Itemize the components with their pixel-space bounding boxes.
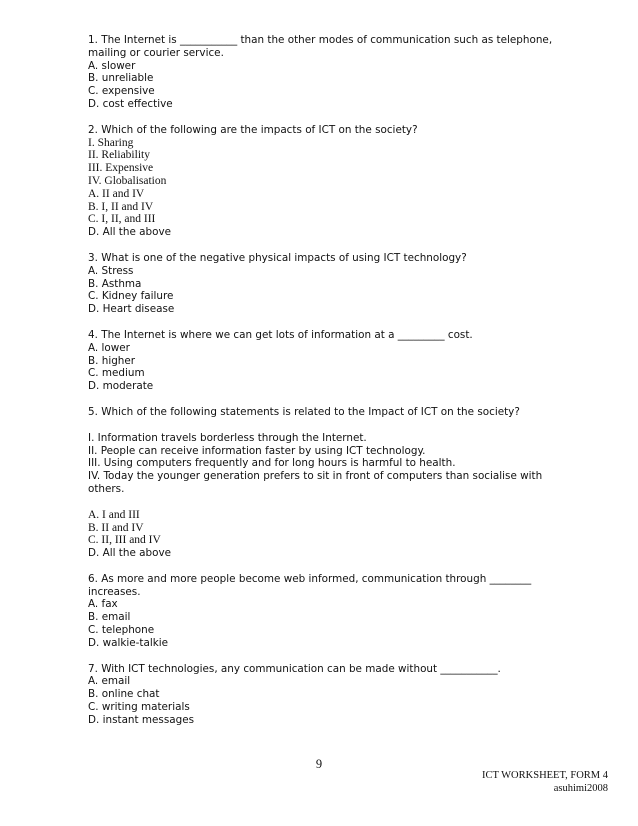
- question-stem: 4. The Internet is where we can get lots of information at a _________ cost.: [88, 328, 473, 341]
- question-4: [88, 329, 568, 393]
- option: B. email: [88, 611, 131, 624]
- question-1: [88, 34, 568, 111]
- statement: I. Information travels borderless through the Internet.: [88, 431, 367, 444]
- option: C. medium: [88, 367, 145, 380]
- option: C. I, II, and III: [88, 213, 156, 226]
- question-stem: 1. The Internet is ___________ than the other modes of communication such as telephone, mailing or courier service.: [88, 34, 553, 59]
- question-stem: 6. As more and more people become web informed, communication through ________ increases.: [88, 572, 532, 598]
- statement: I. Sharing: [88, 136, 134, 149]
- worksheet-body: [88, 34, 568, 727]
- option: B. I, II and IV: [88, 200, 154, 213]
- option: B. II and IV: [88, 521, 144, 534]
- option: D. All the above: [88, 226, 172, 239]
- question-stem: 3. What is one of the negative physical impacts of using ICT technology?: [88, 251, 467, 264]
- option: C. Kidney failure: [88, 290, 174, 303]
- option: D. moderate: [88, 380, 154, 393]
- option: C. II, III and IV: [88, 534, 161, 547]
- question-2: [88, 124, 568, 239]
- statement: III. Using computers frequently and for long hours is harmful to health.: [88, 457, 456, 470]
- question-6: [88, 573, 568, 650]
- option: D. cost effective: [88, 97, 173, 110]
- statement: III. Expensive: [88, 162, 154, 175]
- option: B. higher: [88, 354, 136, 367]
- option: A. fax: [88, 598, 118, 611]
- footer-title: ICT WORKSHEET, FORM 4: [481, 770, 608, 781]
- option: D. Heart disease: [88, 303, 175, 316]
- question-3: [88, 252, 568, 316]
- option: D. instant messages: [88, 713, 195, 726]
- statement: II. People can receive information faster by using ICT technology.: [88, 444, 426, 457]
- question-7: [88, 663, 568, 727]
- option: C. telephone: [88, 624, 155, 637]
- option: C. writing materials: [88, 701, 190, 714]
- option: D. All the above: [88, 547, 172, 560]
- statement: IV. Today the younger generation prefers to sit in front of computers than socialise with others.: [88, 470, 543, 495]
- option: D. walkie-talkie: [88, 636, 169, 649]
- option: A. I and III: [88, 508, 140, 521]
- statement: IV. Globalisation: [88, 174, 167, 187]
- question-stem: 2. Which of the following are the impacts of ICT on the society?: [88, 123, 418, 136]
- option: A. Stress: [88, 264, 134, 277]
- option: B. Asthma: [88, 277, 142, 290]
- question-stem: 7. With ICT technologies, any communication can be made without ___________.: [88, 662, 501, 675]
- page-number: 9: [315, 757, 323, 771]
- footer: [482, 770, 608, 795]
- question-5: [88, 406, 568, 560]
- option: C. expensive: [88, 85, 155, 98]
- option: A. lower: [88, 341, 130, 354]
- question-stem: 5. Which of the following statements is related to the Impact of ICT on the society?: [88, 405, 520, 418]
- footer-author: asuhimi2008: [553, 782, 608, 794]
- option: B. unreliable: [88, 72, 154, 85]
- option: A. email: [88, 675, 131, 688]
- statement: II. Reliability: [88, 149, 150, 162]
- option: A. II and IV: [88, 187, 145, 200]
- option: B. online chat: [88, 688, 160, 701]
- option: A. slower: [88, 59, 136, 72]
